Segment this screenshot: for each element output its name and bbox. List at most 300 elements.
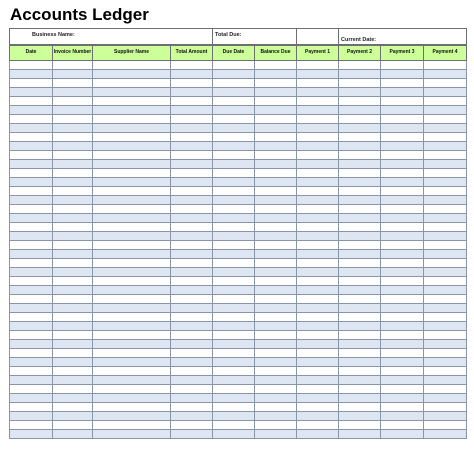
- table-cell[interactable]: [213, 160, 255, 169]
- table-cell[interactable]: [424, 61, 467, 70]
- table-cell[interactable]: [424, 394, 467, 403]
- table-cell[interactable]: [339, 196, 381, 205]
- table-cell[interactable]: [255, 151, 297, 160]
- table-cell[interactable]: [171, 331, 213, 340]
- table-cell[interactable]: [297, 61, 339, 70]
- table-cell[interactable]: [381, 196, 424, 205]
- table-cell[interactable]: [381, 115, 424, 124]
- table-cell[interactable]: [255, 340, 297, 349]
- table-cell[interactable]: [171, 250, 213, 259]
- table-cell[interactable]: [171, 286, 213, 295]
- table-cell[interactable]: [213, 106, 255, 115]
- table-cell[interactable]: [255, 421, 297, 430]
- table-cell[interactable]: [424, 295, 467, 304]
- table-cell[interactable]: [213, 115, 255, 124]
- table-cell[interactable]: [339, 133, 381, 142]
- table-cell[interactable]: [213, 133, 255, 142]
- table-cell[interactable]: [171, 88, 213, 97]
- table-cell[interactable]: [93, 322, 171, 331]
- table-cell[interactable]: [339, 286, 381, 295]
- table-cell[interactable]: [255, 322, 297, 331]
- table-cell[interactable]: [255, 268, 297, 277]
- table-cell[interactable]: [53, 169, 93, 178]
- table-cell[interactable]: [171, 241, 213, 250]
- table-cell[interactable]: [255, 430, 297, 439]
- table-cell[interactable]: [213, 187, 255, 196]
- table-cell[interactable]: [53, 196, 93, 205]
- table-cell[interactable]: [93, 403, 171, 412]
- table-cell[interactable]: [339, 61, 381, 70]
- table-cell[interactable]: [424, 367, 467, 376]
- table-cell[interactable]: [10, 88, 53, 97]
- table-cell[interactable]: [10, 349, 53, 358]
- table-cell[interactable]: [53, 70, 93, 79]
- table-cell[interactable]: [10, 412, 53, 421]
- table-cell[interactable]: [255, 70, 297, 79]
- table-cell[interactable]: [255, 304, 297, 313]
- table-cell[interactable]: [171, 376, 213, 385]
- table-cell[interactable]: [53, 331, 93, 340]
- table-cell[interactable]: [171, 304, 213, 313]
- table-cell[interactable]: [171, 187, 213, 196]
- table-cell[interactable]: [255, 196, 297, 205]
- table-cell[interactable]: [10, 133, 53, 142]
- table-cell[interactable]: [171, 214, 213, 223]
- table-cell[interactable]: [381, 268, 424, 277]
- table-cell[interactable]: [297, 349, 339, 358]
- table-cell[interactable]: [255, 358, 297, 367]
- table-cell[interactable]: [10, 214, 53, 223]
- table-cell[interactable]: [424, 412, 467, 421]
- table-cell[interactable]: [424, 232, 467, 241]
- table-cell[interactable]: [213, 61, 255, 70]
- table-cell[interactable]: [297, 277, 339, 286]
- table-cell[interactable]: [255, 160, 297, 169]
- table-cell[interactable]: [339, 169, 381, 178]
- table-cell[interactable]: [213, 70, 255, 79]
- table-cell[interactable]: [424, 178, 467, 187]
- table-cell[interactable]: [255, 232, 297, 241]
- table-cell[interactable]: [213, 385, 255, 394]
- table-cell[interactable]: [255, 376, 297, 385]
- table-cell[interactable]: [53, 97, 93, 106]
- table-cell[interactable]: [213, 394, 255, 403]
- table-cell[interactable]: [53, 304, 93, 313]
- table-cell[interactable]: [171, 70, 213, 79]
- table-cell[interactable]: [381, 358, 424, 367]
- table-cell[interactable]: [213, 250, 255, 259]
- table-cell[interactable]: [255, 241, 297, 250]
- table-cell[interactable]: [424, 286, 467, 295]
- table-cell[interactable]: [381, 61, 424, 70]
- table-cell[interactable]: [171, 385, 213, 394]
- table-cell[interactable]: [171, 313, 213, 322]
- table-cell[interactable]: [381, 376, 424, 385]
- table-cell[interactable]: [381, 205, 424, 214]
- table-cell[interactable]: [213, 241, 255, 250]
- table-cell[interactable]: [255, 124, 297, 133]
- table-cell[interactable]: [10, 277, 53, 286]
- table-cell[interactable]: [381, 250, 424, 259]
- table-cell[interactable]: [339, 376, 381, 385]
- table-cell[interactable]: [93, 97, 171, 106]
- table-cell[interactable]: [213, 421, 255, 430]
- table-cell[interactable]: [255, 205, 297, 214]
- table-cell[interactable]: [381, 322, 424, 331]
- table-cell[interactable]: [213, 79, 255, 88]
- table-cell[interactable]: [381, 187, 424, 196]
- table-cell[interactable]: [424, 241, 467, 250]
- table-cell[interactable]: [10, 430, 53, 439]
- table-cell[interactable]: [53, 349, 93, 358]
- table-cell[interactable]: [339, 205, 381, 214]
- table-cell[interactable]: [297, 160, 339, 169]
- table-cell[interactable]: [297, 313, 339, 322]
- table-cell[interactable]: [424, 142, 467, 151]
- table-cell[interactable]: [93, 124, 171, 133]
- table-cell[interactable]: [381, 403, 424, 412]
- table-cell[interactable]: [171, 340, 213, 349]
- table-cell[interactable]: [297, 358, 339, 367]
- table-cell[interactable]: [339, 223, 381, 232]
- table-cell[interactable]: [424, 133, 467, 142]
- table-cell[interactable]: [381, 277, 424, 286]
- table-cell[interactable]: [10, 286, 53, 295]
- table-cell[interactable]: [53, 241, 93, 250]
- table-cell[interactable]: [339, 421, 381, 430]
- total-due-value-field[interactable]: [297, 29, 339, 45]
- table-cell[interactable]: [381, 169, 424, 178]
- table-cell[interactable]: [213, 97, 255, 106]
- current-date-field[interactable]: [339, 29, 467, 45]
- table-cell[interactable]: [339, 385, 381, 394]
- table-cell[interactable]: [424, 205, 467, 214]
- table-cell[interactable]: [339, 97, 381, 106]
- table-cell[interactable]: [339, 250, 381, 259]
- table-cell[interactable]: [381, 79, 424, 88]
- table-cell[interactable]: [53, 250, 93, 259]
- table-cell[interactable]: [93, 178, 171, 187]
- table-cell[interactable]: [424, 385, 467, 394]
- table-cell[interactable]: [297, 232, 339, 241]
- table-cell[interactable]: [424, 304, 467, 313]
- table-cell[interactable]: [297, 106, 339, 115]
- table-cell[interactable]: [381, 88, 424, 97]
- table-cell[interactable]: [381, 394, 424, 403]
- table-cell[interactable]: [53, 214, 93, 223]
- table-cell[interactable]: [297, 331, 339, 340]
- table-cell[interactable]: [424, 277, 467, 286]
- table-cell[interactable]: [10, 106, 53, 115]
- table-cell[interactable]: [10, 385, 53, 394]
- table-cell[interactable]: [424, 106, 467, 115]
- table-cell[interactable]: [424, 250, 467, 259]
- table-cell[interactable]: [10, 61, 53, 70]
- table-cell[interactable]: [10, 187, 53, 196]
- table-cell[interactable]: [213, 286, 255, 295]
- table-cell[interactable]: [213, 349, 255, 358]
- table-cell[interactable]: [339, 178, 381, 187]
- table-cell[interactable]: [53, 394, 93, 403]
- table-cell[interactable]: [381, 241, 424, 250]
- table-cell[interactable]: [171, 142, 213, 151]
- table-cell[interactable]: [381, 385, 424, 394]
- table-cell[interactable]: [171, 295, 213, 304]
- table-cell[interactable]: [381, 70, 424, 79]
- table-cell[interactable]: [255, 97, 297, 106]
- table-cell[interactable]: [339, 106, 381, 115]
- total-due-field[interactable]: [213, 29, 297, 45]
- table-cell[interactable]: [171, 259, 213, 268]
- table-cell[interactable]: [171, 430, 213, 439]
- table-cell[interactable]: [297, 340, 339, 349]
- table-cell[interactable]: [93, 160, 171, 169]
- table-cell[interactable]: [213, 331, 255, 340]
- table-cell[interactable]: [213, 295, 255, 304]
- table-cell[interactable]: [53, 340, 93, 349]
- table-cell[interactable]: [213, 367, 255, 376]
- table-cell[interactable]: [10, 151, 53, 160]
- table-cell[interactable]: [424, 196, 467, 205]
- table-cell[interactable]: [424, 358, 467, 367]
- table-cell[interactable]: [93, 277, 171, 286]
- table-cell[interactable]: [93, 223, 171, 232]
- table-cell[interactable]: [93, 295, 171, 304]
- table-cell[interactable]: [53, 430, 93, 439]
- table-cell[interactable]: [213, 403, 255, 412]
- table-cell[interactable]: [10, 304, 53, 313]
- table-cell[interactable]: [213, 178, 255, 187]
- table-cell[interactable]: [339, 403, 381, 412]
- table-cell[interactable]: [53, 295, 93, 304]
- table-cell[interactable]: [297, 187, 339, 196]
- table-cell[interactable]: [424, 331, 467, 340]
- table-cell[interactable]: [381, 133, 424, 142]
- table-cell[interactable]: [213, 142, 255, 151]
- table-cell[interactable]: [93, 412, 171, 421]
- table-cell[interactable]: [297, 79, 339, 88]
- table-cell[interactable]: [255, 169, 297, 178]
- table-cell[interactable]: [255, 349, 297, 358]
- table-cell[interactable]: [93, 367, 171, 376]
- table-cell[interactable]: [297, 133, 339, 142]
- table-cell[interactable]: [424, 421, 467, 430]
- table-cell[interactable]: [381, 232, 424, 241]
- table-cell[interactable]: [53, 385, 93, 394]
- table-cell[interactable]: [10, 70, 53, 79]
- table-cell[interactable]: [424, 187, 467, 196]
- table-cell[interactable]: [93, 187, 171, 196]
- table-cell[interactable]: [213, 412, 255, 421]
- table-cell[interactable]: [171, 367, 213, 376]
- table-cell[interactable]: [381, 160, 424, 169]
- table-cell[interactable]: [93, 250, 171, 259]
- table-cell[interactable]: [255, 259, 297, 268]
- table-cell[interactable]: [297, 385, 339, 394]
- table-cell[interactable]: [339, 259, 381, 268]
- table-cell[interactable]: [339, 151, 381, 160]
- table-cell[interactable]: [171, 403, 213, 412]
- table-cell[interactable]: [93, 313, 171, 322]
- table-cell[interactable]: [171, 322, 213, 331]
- table-cell[interactable]: [53, 358, 93, 367]
- table-cell[interactable]: [424, 259, 467, 268]
- table-cell[interactable]: [255, 133, 297, 142]
- table-cell[interactable]: [381, 367, 424, 376]
- table-cell[interactable]: [171, 277, 213, 286]
- table-cell[interactable]: [53, 133, 93, 142]
- table-cell[interactable]: [171, 421, 213, 430]
- table-cell[interactable]: [10, 250, 53, 259]
- table-cell[interactable]: [10, 367, 53, 376]
- table-cell[interactable]: [339, 79, 381, 88]
- table-cell[interactable]: [381, 151, 424, 160]
- table-cell[interactable]: [255, 412, 297, 421]
- table-cell[interactable]: [339, 88, 381, 97]
- table-cell[interactable]: [171, 349, 213, 358]
- table-cell[interactable]: [213, 259, 255, 268]
- table-cell[interactable]: [171, 169, 213, 178]
- table-cell[interactable]: [297, 430, 339, 439]
- table-cell[interactable]: [10, 205, 53, 214]
- table-cell[interactable]: [339, 340, 381, 349]
- table-cell[interactable]: [339, 331, 381, 340]
- table-cell[interactable]: [339, 268, 381, 277]
- table-cell[interactable]: [339, 367, 381, 376]
- table-cell[interactable]: [93, 133, 171, 142]
- table-cell[interactable]: [10, 331, 53, 340]
- table-cell[interactable]: [255, 79, 297, 88]
- table-cell[interactable]: [424, 79, 467, 88]
- table-cell[interactable]: [53, 232, 93, 241]
- table-cell[interactable]: [213, 268, 255, 277]
- table-cell[interactable]: [339, 115, 381, 124]
- table-cell[interactable]: [381, 223, 424, 232]
- table-cell[interactable]: [171, 61, 213, 70]
- table-cell[interactable]: [381, 349, 424, 358]
- table-cell[interactable]: [10, 313, 53, 322]
- table-cell[interactable]: [171, 115, 213, 124]
- table-cell[interactable]: [381, 295, 424, 304]
- table-cell[interactable]: [297, 151, 339, 160]
- table-cell[interactable]: [93, 268, 171, 277]
- table-cell[interactable]: [339, 358, 381, 367]
- table-cell[interactable]: [213, 151, 255, 160]
- table-cell[interactable]: [93, 88, 171, 97]
- table-cell[interactable]: [93, 259, 171, 268]
- table-cell[interactable]: [255, 367, 297, 376]
- table-cell[interactable]: [339, 124, 381, 133]
- table-cell[interactable]: [297, 97, 339, 106]
- table-cell[interactable]: [339, 187, 381, 196]
- table-cell[interactable]: [424, 88, 467, 97]
- table-cell[interactable]: [10, 124, 53, 133]
- table-cell[interactable]: [10, 223, 53, 232]
- table-cell[interactable]: [424, 115, 467, 124]
- table-cell[interactable]: [53, 376, 93, 385]
- table-cell[interactable]: [53, 259, 93, 268]
- table-cell[interactable]: [297, 322, 339, 331]
- table-cell[interactable]: [171, 106, 213, 115]
- table-cell[interactable]: [213, 169, 255, 178]
- table-cell[interactable]: [381, 259, 424, 268]
- table-cell[interactable]: [93, 430, 171, 439]
- table-cell[interactable]: [213, 313, 255, 322]
- table-cell[interactable]: [10, 268, 53, 277]
- table-cell[interactable]: [10, 421, 53, 430]
- table-cell[interactable]: [297, 304, 339, 313]
- table-cell[interactable]: [255, 187, 297, 196]
- table-cell[interactable]: [339, 394, 381, 403]
- table-cell[interactable]: [255, 88, 297, 97]
- table-cell[interactable]: [93, 232, 171, 241]
- table-cell[interactable]: [297, 259, 339, 268]
- table-cell[interactable]: [381, 340, 424, 349]
- table-cell[interactable]: [171, 133, 213, 142]
- table-cell[interactable]: [381, 412, 424, 421]
- table-cell[interactable]: [381, 286, 424, 295]
- table-cell[interactable]: [297, 250, 339, 259]
- table-cell[interactable]: [53, 160, 93, 169]
- table-cell[interactable]: [213, 232, 255, 241]
- table-cell[interactable]: [93, 421, 171, 430]
- table-cell[interactable]: [255, 178, 297, 187]
- table-cell[interactable]: [53, 106, 93, 115]
- table-cell[interactable]: [424, 376, 467, 385]
- table-cell[interactable]: [53, 205, 93, 214]
- table-cell[interactable]: [339, 430, 381, 439]
- table-cell[interactable]: [424, 430, 467, 439]
- table-cell[interactable]: [213, 376, 255, 385]
- table-cell[interactable]: [255, 115, 297, 124]
- table-cell[interactable]: [53, 79, 93, 88]
- table-cell[interactable]: [53, 412, 93, 421]
- table-cell[interactable]: [424, 223, 467, 232]
- table-cell[interactable]: [93, 142, 171, 151]
- table-cell[interactable]: [297, 367, 339, 376]
- table-cell[interactable]: [255, 250, 297, 259]
- table-cell[interactable]: [297, 268, 339, 277]
- table-cell[interactable]: [297, 169, 339, 178]
- table-cell[interactable]: [255, 286, 297, 295]
- table-cell[interactable]: [213, 430, 255, 439]
- table-cell[interactable]: [381, 97, 424, 106]
- table-cell[interactable]: [53, 322, 93, 331]
- table-cell[interactable]: [339, 412, 381, 421]
- table-cell[interactable]: [297, 70, 339, 79]
- table-cell[interactable]: [53, 268, 93, 277]
- table-cell[interactable]: [53, 223, 93, 232]
- table-cell[interactable]: [53, 61, 93, 70]
- table-cell[interactable]: [424, 403, 467, 412]
- table-cell[interactable]: [171, 178, 213, 187]
- table-cell[interactable]: [255, 61, 297, 70]
- table-cell[interactable]: [213, 340, 255, 349]
- table-cell[interactable]: [10, 340, 53, 349]
- table-cell[interactable]: [297, 178, 339, 187]
- table-cell[interactable]: [213, 358, 255, 367]
- table-cell[interactable]: [339, 304, 381, 313]
- table-cell[interactable]: [339, 142, 381, 151]
- table-cell[interactable]: [93, 385, 171, 394]
- table-cell[interactable]: [381, 313, 424, 322]
- table-cell[interactable]: [213, 223, 255, 232]
- table-cell[interactable]: [213, 214, 255, 223]
- table-cell[interactable]: [171, 124, 213, 133]
- table-cell[interactable]: [297, 376, 339, 385]
- table-cell[interactable]: [10, 79, 53, 88]
- table-cell[interactable]: [339, 277, 381, 286]
